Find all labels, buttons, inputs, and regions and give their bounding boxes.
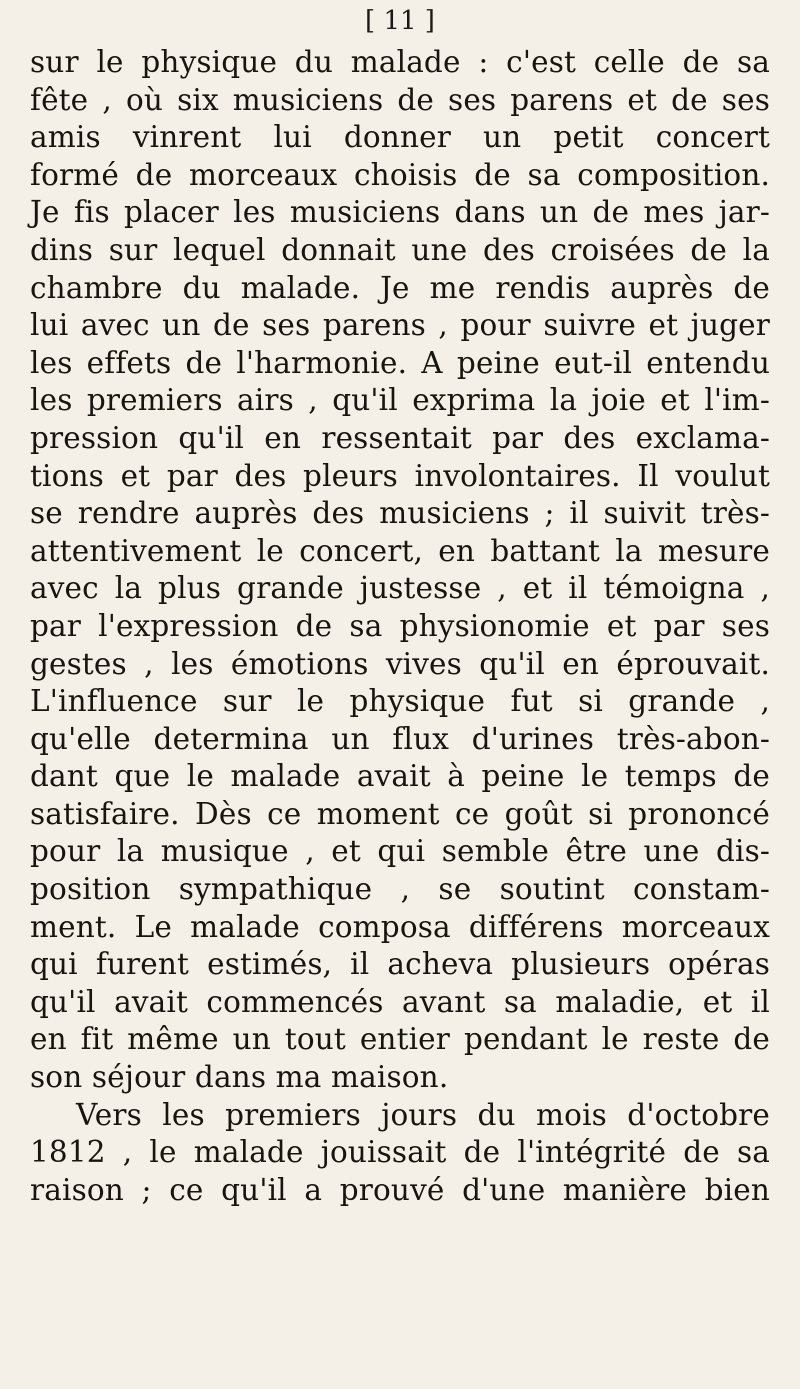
text-line: satisfaire. Dès ce moment ce goût si prononcé [30, 796, 770, 831]
text-line: dant que le malade avait à peine le temps de [30, 759, 770, 794]
body-text [30, 44, 770, 1209]
text-line: L'influence sur le physique fut si grande , [30, 684, 770, 719]
text-line: se rendre auprès des musiciens ; il suivit très- [30, 496, 770, 531]
text-line: gestes , les émotions vives qu'il en éprouvait. [30, 646, 770, 681]
text-line: son séjour dans ma maison. [30, 1060, 449, 1095]
text-line: ment. Le malade composa différens morceaux [30, 909, 770, 944]
text-line: pour la musique , et qui semble être une dis- [30, 834, 770, 869]
text-line: amis vinrent lui donner un petit concert [30, 120, 770, 155]
text-line: par l'expression de sa physionomie et par ses [30, 608, 770, 643]
text-line: les effets de l'harmonie. A peine eut-il entendu [30, 345, 770, 380]
text-line: Je fis placer les musiciens dans un de mes jar- [30, 195, 770, 230]
text-line: pression qu'il en ressentait par des exclama- [30, 420, 770, 455]
text-line: position sympathique , se soutint constam- [30, 872, 770, 907]
text-line: 1812 , le malade jouissait de l'intégrité de sa [30, 1135, 770, 1170]
text-line: qu'il avait commencés avant sa maladie, et il [30, 984, 770, 1019]
text-line: les premiers airs , qu'il exprima la joie et l'im- [30, 383, 770, 418]
text-line-indented: Vers les premiers jours du mois d'octobre [76, 1097, 770, 1132]
text-line: raison ; ce qu'il a prouvé d'une manière bien [30, 1172, 770, 1207]
text-line: qu'elle determina un flux d'urines très-abon- [30, 721, 770, 756]
text-line: avec la plus grande justesse , et il témoigna , [30, 571, 770, 606]
text-line: qui furent estimés, il acheva plusieurs opéras [30, 947, 770, 982]
text-line: en fit même un tout entier pendant le reste de [30, 1022, 770, 1057]
text-line: lui avec un de ses parens , pour suivre et juger [30, 308, 770, 343]
text-line: tions et par des pleurs involontaires. Il voulut [30, 458, 770, 493]
text-line: dins sur lequel donnait une des croisées de la [30, 232, 770, 267]
text-line: fête , où six musiciens de ses parens et de ses [30, 82, 770, 117]
text-line: formé de morceaux choisis de sa composition. [30, 157, 770, 192]
text-line: sur le physique du malade : c'est celle de sa [30, 45, 770, 79]
page-number: [ 11 ] [365, 6, 435, 36]
text-line: chambre du malade. Je me rendis auprès de [30, 270, 770, 305]
text-line: attentivement le concert, en battant la mesure [30, 533, 770, 568]
